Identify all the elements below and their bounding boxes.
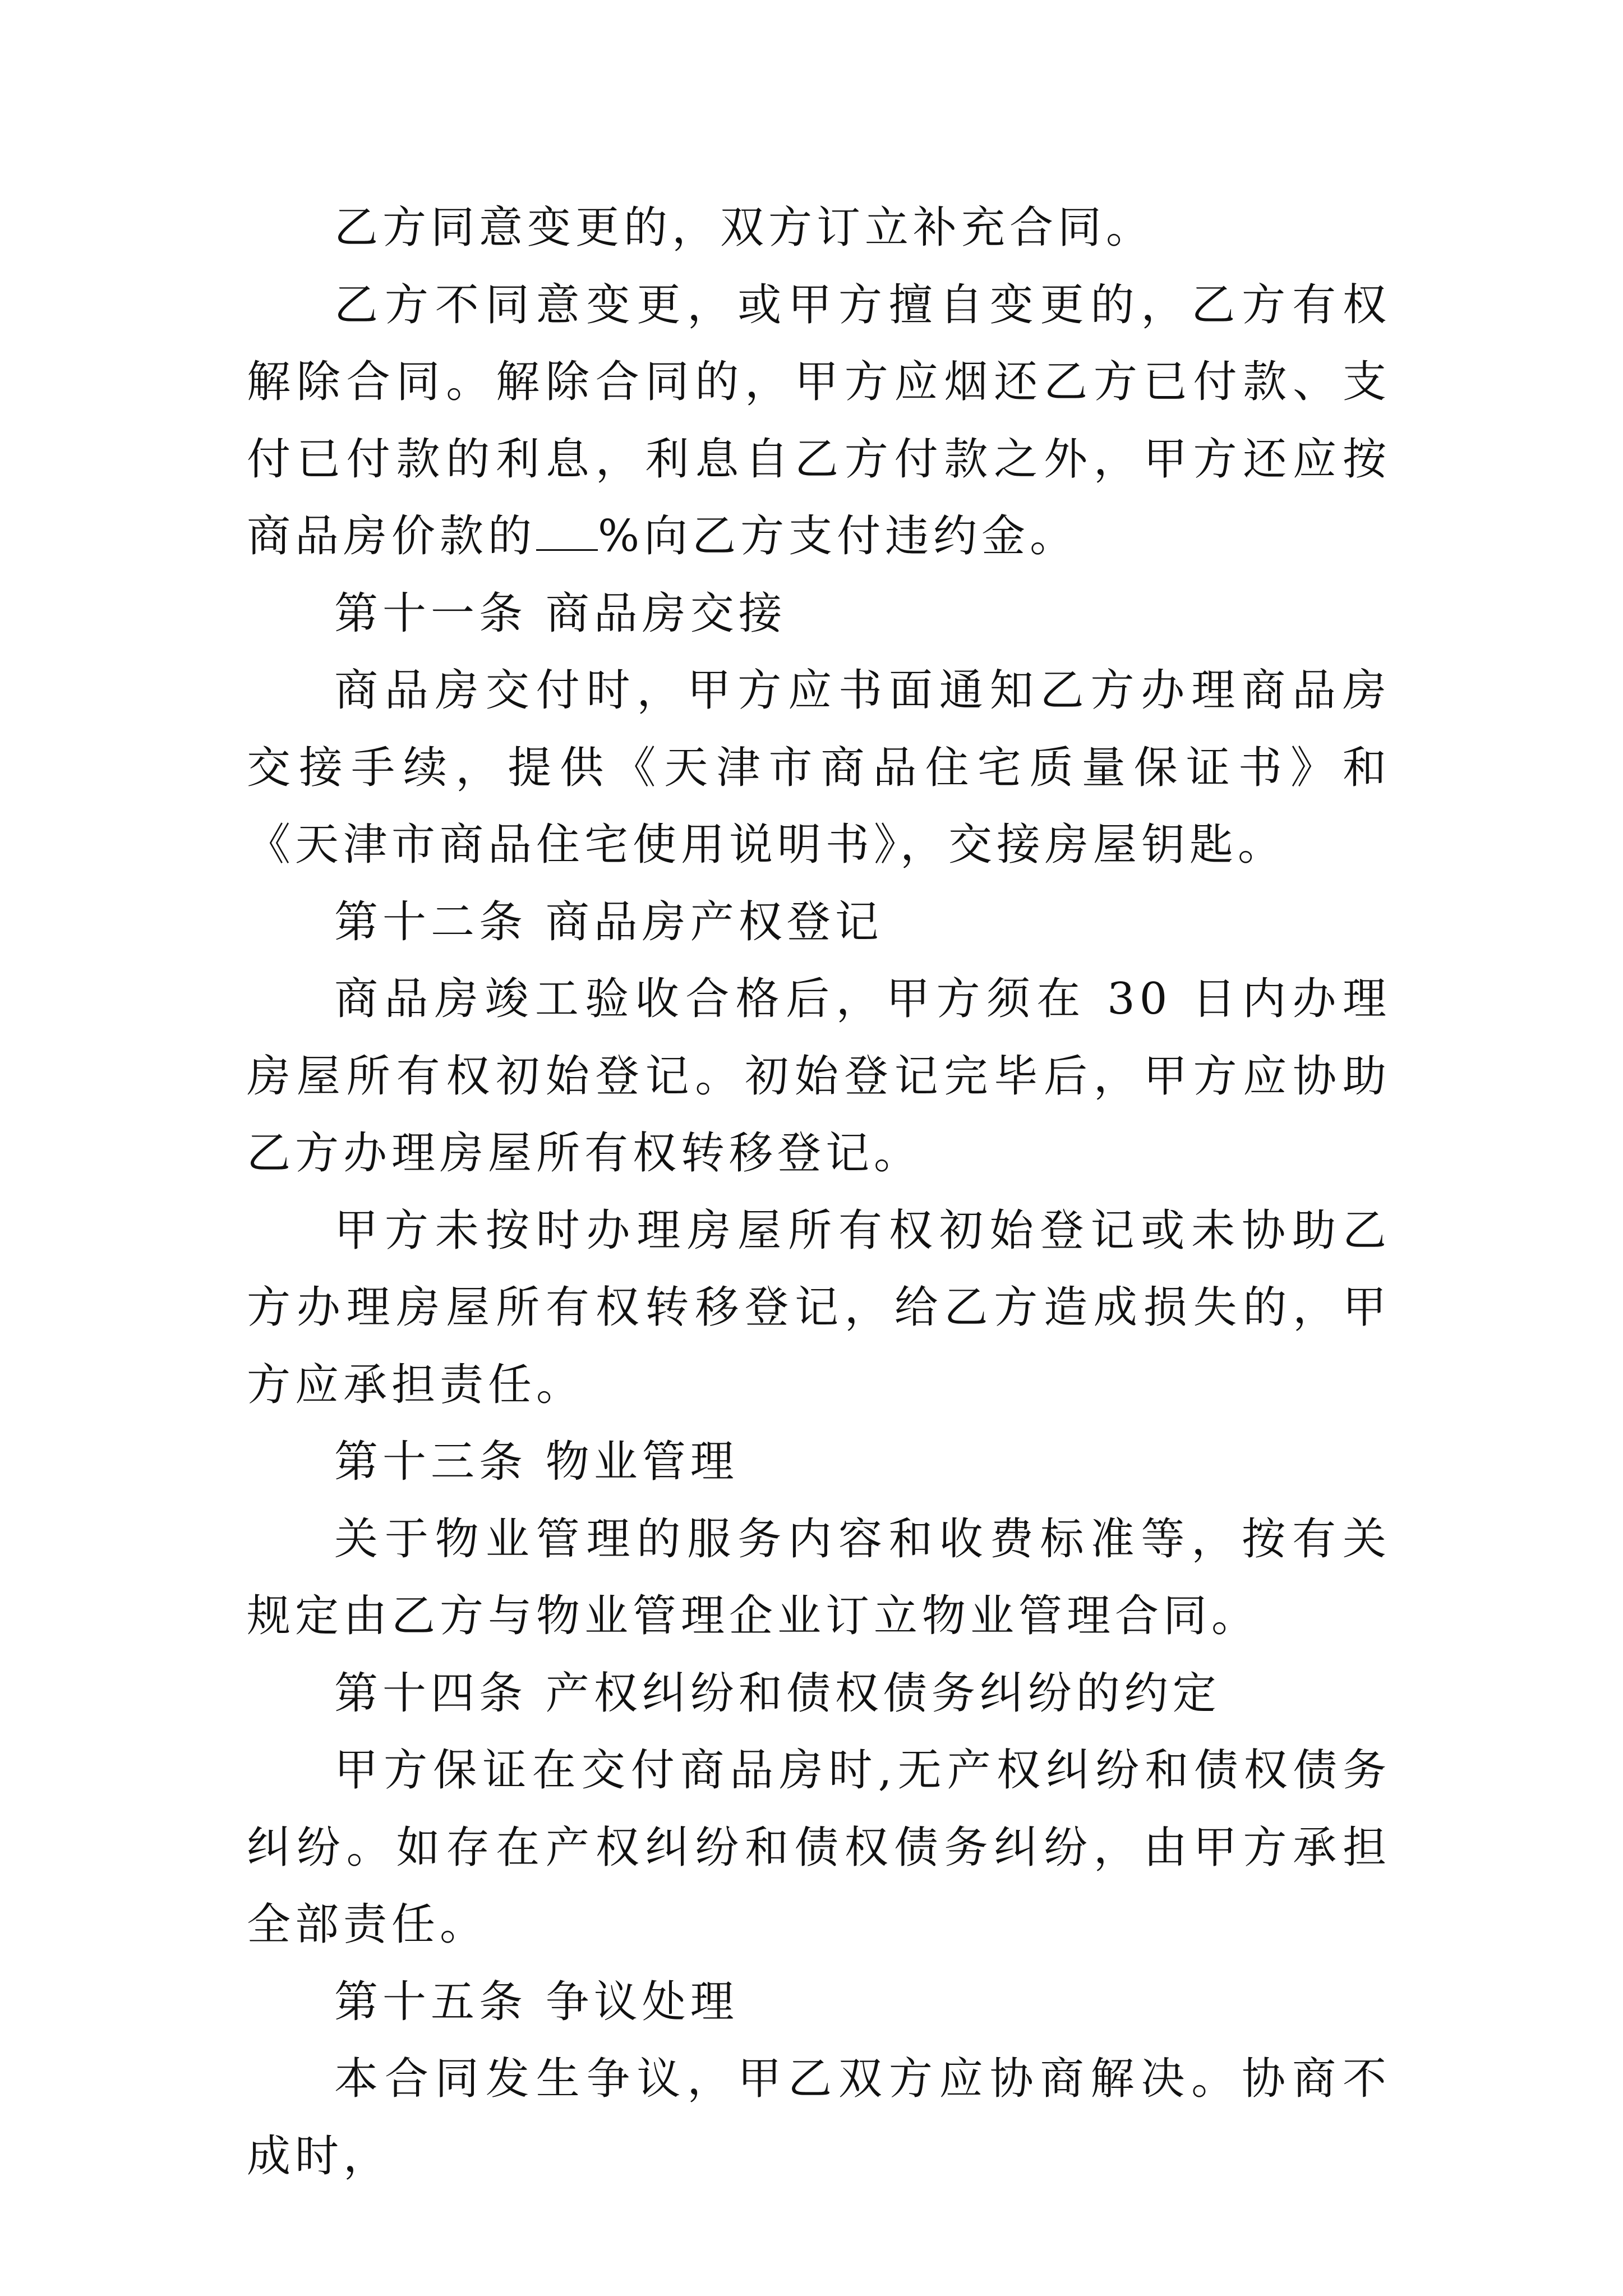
paragraph: 乙方同意变更的，双方订立补充合同。	[334, 203, 1155, 253]
document-body	[247, 190, 1391, 2195]
paragraph: 本合同发生争议，甲乙双方应协商解决。协商不成时，	[247, 2054, 1391, 2182]
article-heading-15: 第十五条 争议处理	[334, 1976, 739, 2027]
paragraph: 关于物业管理的服务内容和收费标准等，按有关规定由乙方与物业管理企业订立物业管理合同。	[247, 1513, 1391, 1641]
paragraph: 商品房竣工验收合格后，甲方须在 30 日内办理房屋所有权初始登记。初始登记完毕后，甲方应协助乙方办理房屋所有权转移登记。	[247, 974, 1391, 1179]
paragraph	[247, 267, 1391, 576]
article-heading-12: 第十二条 商品房产权登记	[334, 896, 883, 947]
paragraph-text-suffix: %向乙方支付违约金。	[598, 511, 1078, 562]
article-heading-11: 第十一条 商品房交接	[334, 588, 787, 639]
article-heading-13: 第十三条 物业管理	[334, 1437, 739, 1487]
paragraph: 甲方未按时办理房屋所有权初始登记或未协助乙方办理房屋所有权转移登记，给乙方造成损失的，甲方应承担责任。	[247, 1205, 1391, 1410]
paragraph: 商品房交付时，甲方应书面通知乙方办理商品房交接手续，提供《天津市商品住宅质量保证书》和《天津市商品住宅使用说明书》，交接房屋钥匙。	[247, 665, 1391, 870]
article-heading-14: 第十四条 产权纠纷和债权债务纠纷的约定	[334, 1668, 1221, 1719]
paragraph: 甲方保证在交付商品房时,无产权纠纷和债权债务纠纷。如存在产权纠纷和债权债务纠纷，由甲方承担全部责任。	[247, 1745, 1391, 1950]
fill-in-blank	[536, 510, 598, 551]
paragraph-text: 乙方不同意变更，或甲方擅自变更的，乙方有权解除合同。解除合同的，甲方应烟还乙方已付款、支付已付款的利息，利息自乙方付款之外，甲方还应按商品房价款的	[247, 279, 1391, 562]
